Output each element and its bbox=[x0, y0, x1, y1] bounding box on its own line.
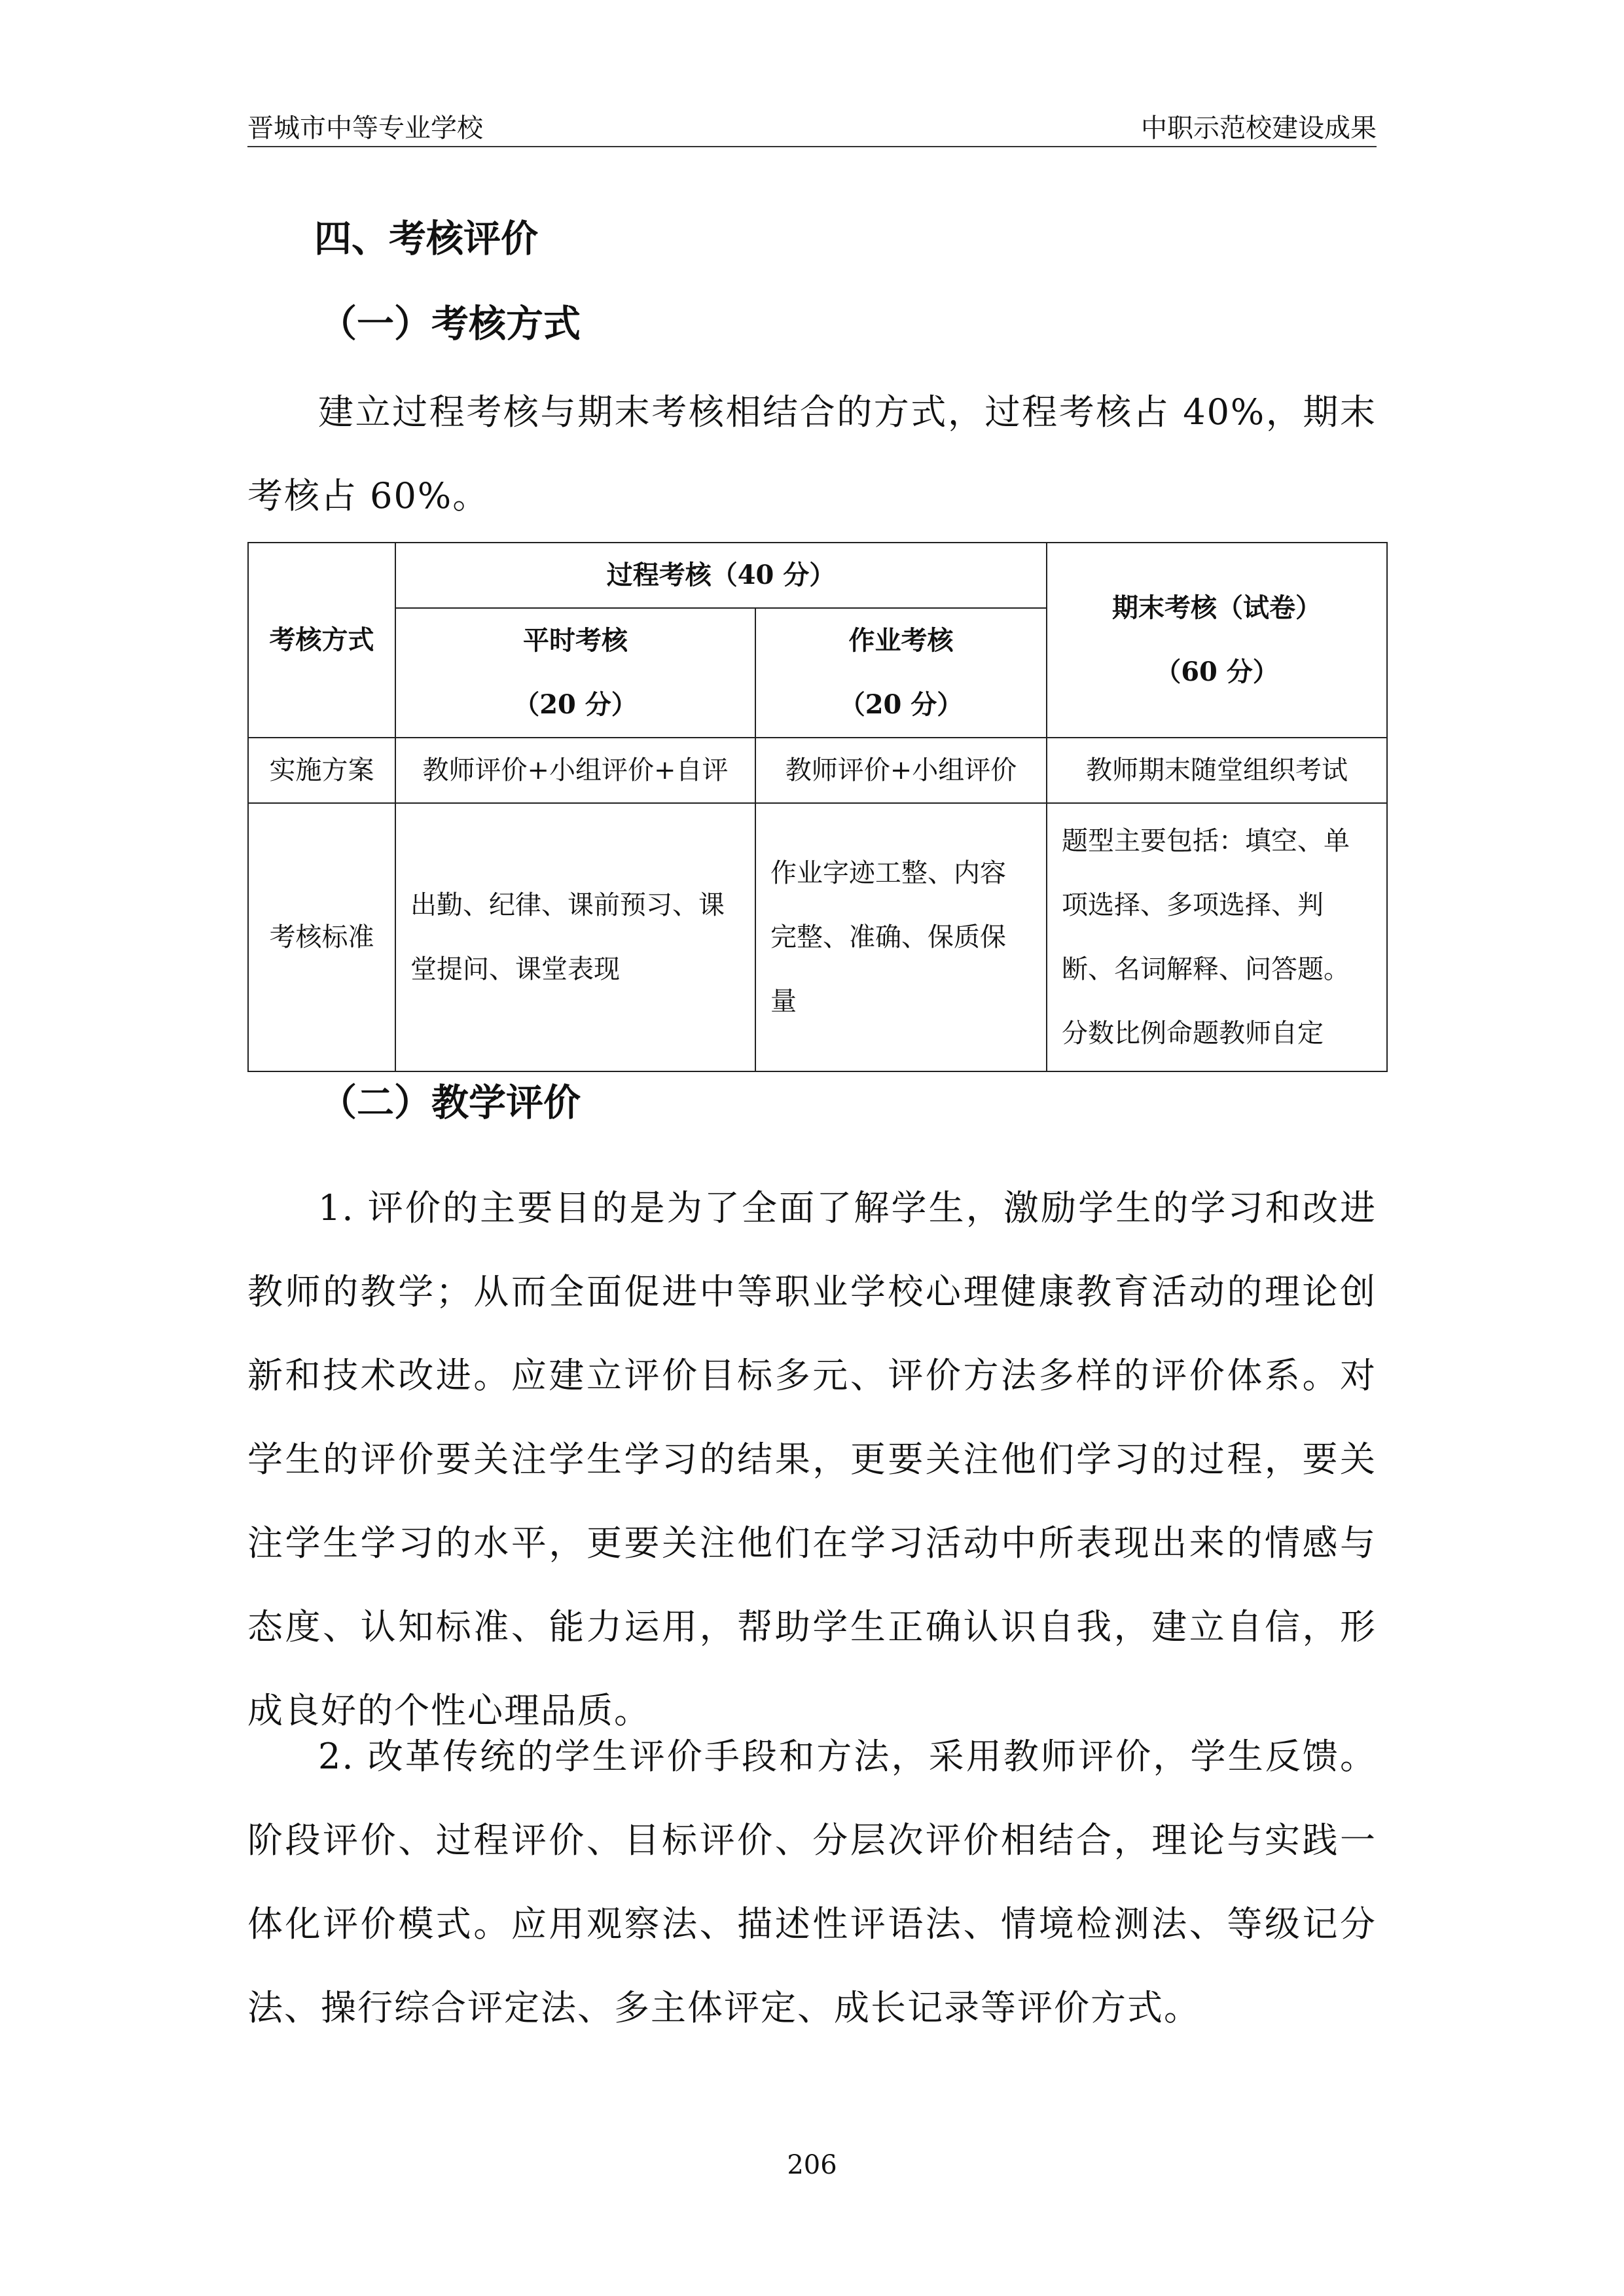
final-assessment-line2: （60 分） bbox=[1155, 656, 1279, 687]
header-divider bbox=[247, 146, 1377, 147]
final-assessment-line1: 期末考核（试卷） bbox=[1112, 592, 1322, 623]
cell-final-assessment-header bbox=[1047, 543, 1387, 738]
cell-plan-homework: 教师评价+小组评价 bbox=[755, 738, 1047, 803]
cell-standard-regular: 出勤、纪律、课前预习、课堂提问、课堂表现 bbox=[395, 803, 755, 1071]
cell-assessment-method-label: 考核方式 bbox=[248, 543, 395, 738]
subsection-title-teaching-evaluation: （二）教学评价 bbox=[319, 1081, 581, 1124]
regular-assessment-line1: 平时考核 bbox=[523, 625, 628, 656]
page-number: 206 bbox=[787, 2150, 837, 2180]
paragraph-evaluation-methods: 2. 改革传统的学生评价手段和方法，采用教师评价，学生反馈。阶段评价、过程评价、目标评价、分层次评价相结合，理论与实践一体化评价模式。应用观察法、描述性评语法、情境检测法、等级记分法、操行综合评定法、多主体评定、成长记录等评价方式。 bbox=[247, 1736, 1377, 2028]
paragraph-assessment-ratio: 建立过程考核与期末考核相结合的方式，过程考核占 40%，期末考核占 60%。 bbox=[247, 391, 1377, 516]
cell-plan-label: 实施方案 bbox=[248, 738, 395, 803]
homework-assessment-line1: 作业考核 bbox=[848, 625, 954, 656]
cell-standard-final: 题型主要包括：填空、单项选择、多项选择、判断、名词解释、问答题。分数比例命题教师自定 bbox=[1047, 803, 1387, 1071]
section-title: 四、考核评价 bbox=[314, 217, 538, 260]
subsection-title-assessment-method: （一）考核方式 bbox=[319, 302, 581, 346]
cell-regular-assessment-header bbox=[395, 608, 755, 738]
cell-standard-label: 考核标准 bbox=[248, 803, 395, 1071]
cell-plan-final: 教师期末随堂组织考试 bbox=[1047, 738, 1387, 803]
cell-process-assessment-header: 过程考核（40 分） bbox=[395, 543, 1047, 608]
header-school-name: 晋城市中等专业学校 bbox=[247, 113, 483, 143]
regular-assessment-line2: （20 分） bbox=[513, 689, 638, 720]
cell-standard-homework: 作业字迹工整、内容完整、准确、保质保量 bbox=[755, 803, 1047, 1071]
header-document-title: 中职示范校建设成果 bbox=[1141, 113, 1377, 143]
cell-homework-assessment-header bbox=[755, 608, 1047, 738]
assessment-table bbox=[247, 542, 1388, 1072]
cell-plan-regular: 教师评价+小组评价+自评 bbox=[395, 738, 755, 803]
paragraph-evaluation-purpose: 1. 评价的主要目的是为了全面了解学生，激励学生的学习和改进教师的教学；从而全面促进中等职业学校心理健康教育活动的理论创新和技术改进。应建立评价目标多元、评价方法多样的评价体系。对学生的评价要关注学生学习的结果，更要关注他们学习的过程，要关注学生学习的水平，更要关注他们在学习活动中所表现出来的情感与态度、认知标准、能力运用，帮助学生正确认识自我，建立自信，形成良好的个性心理品质。 bbox=[247, 1187, 1377, 1731]
homework-assessment-line2: （20 分） bbox=[839, 689, 964, 720]
